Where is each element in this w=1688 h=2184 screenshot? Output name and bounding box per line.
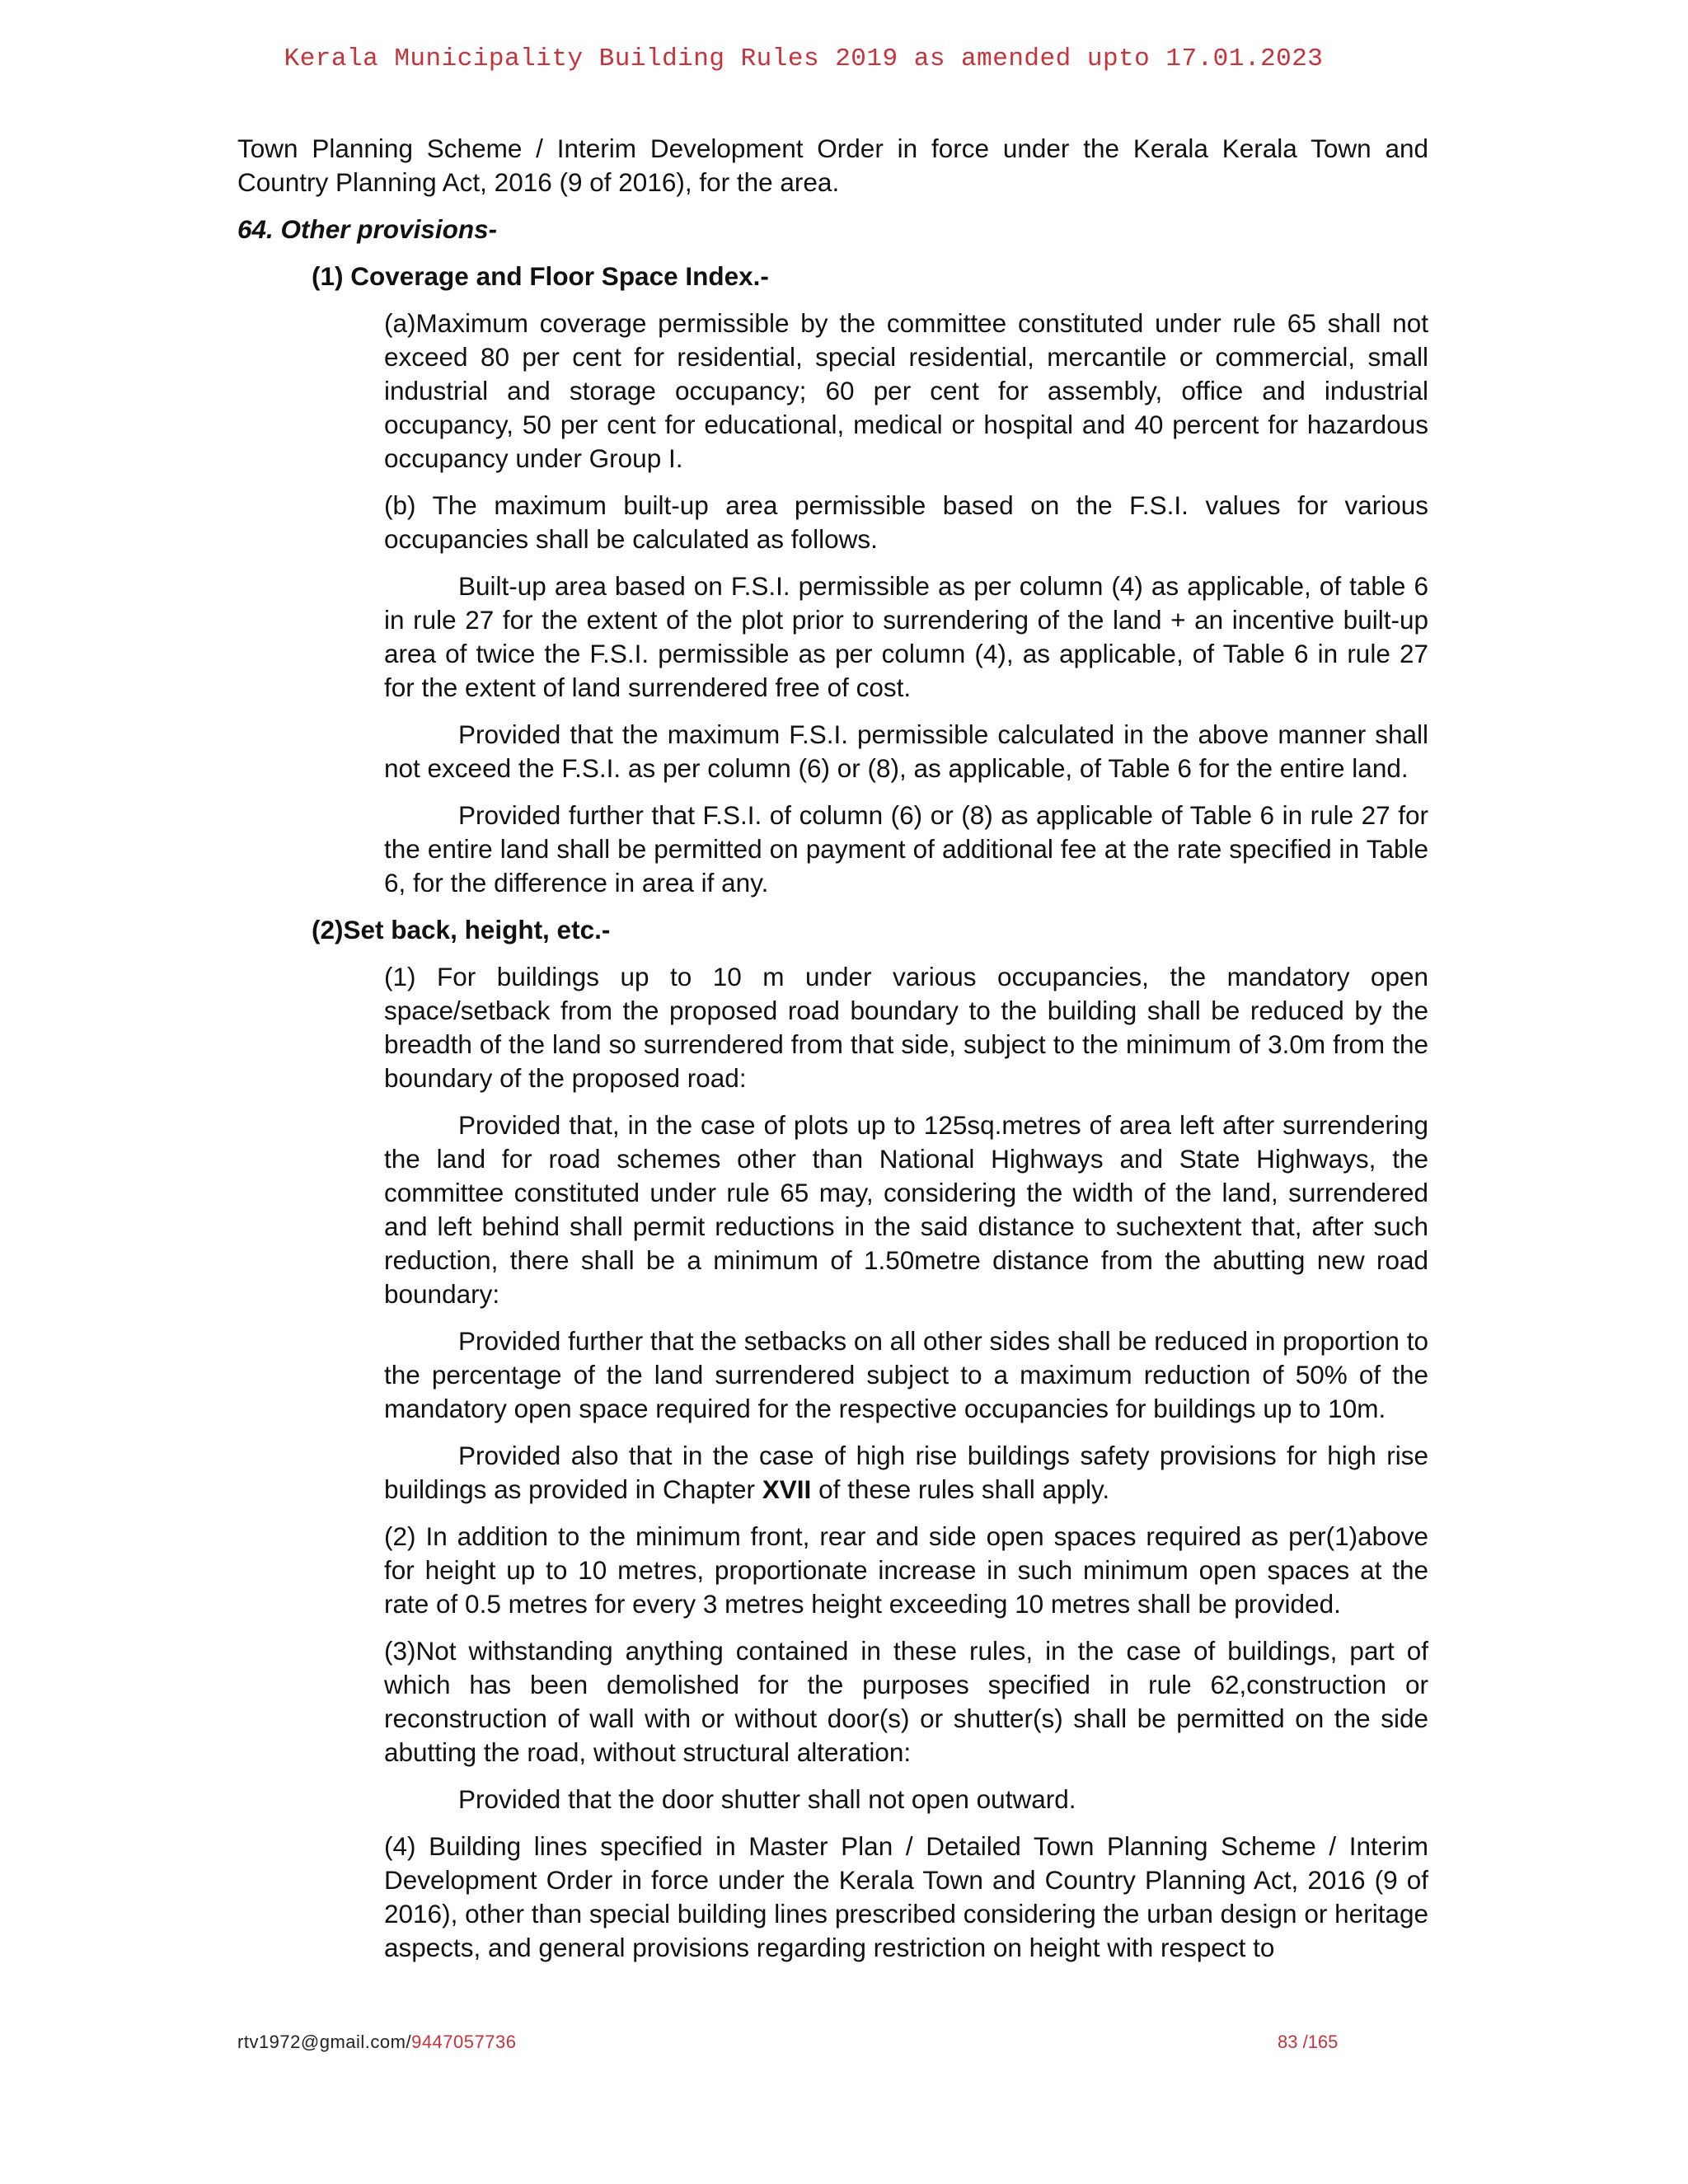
clause-1b-formula: Built-up area based on F.S.I. permissible as per column (4) as applicable, of table 6 in rule 27 for the extent of the plot prior to surrendering of the land + an incentive built-up area of twice the F.S.I. permissible as per column (4), as applicable, of Table 6 in rule 27 for the extent of land surrendered free of cost. [384, 571, 1428, 702]
clause-2-4: (4) Building lines specified in Master Plan / Detailed Town Planning Scheme / Interim Development Order in force under the Kerala Town and Country Planning Act, 2016 (9 of 2016), other than special building lines prescribed considering the urban design or heritage aspects, and general provisions regarding restriction on height with respect to [384, 1831, 1428, 1962]
clause-2-2: (2) In addition to the minimum front, rear and side open spaces required as per(1)above for height up to 10 metres, proportionate increase in such minimum open spaces at the rate of 0.5 metres for every 3 metres height exceeding 10 metres shall be provided. [384, 1521, 1428, 1619]
clause-2-1-proviso-3 [384, 1439, 1428, 1507]
subsection-setback-title: (2)Set back, height, etc.- [312, 915, 611, 944]
footer-contact [237, 2032, 516, 2053]
clause-1b: (b) The maximum built-up area permissible based on the F.S.I. values for various occupancies shall be calculated as follows. [384, 490, 1428, 554]
page-number: 83 /165 [1278, 2032, 1339, 2052]
intro-paragraph: Town Planning Scheme / Interim Development Order in force under the Kerala Kerala Town and Country Planning Act, 2016 (9 of 2016), for the area. [237, 134, 1428, 197]
clause-2-3: (3)Not withstanding anything contained in these rules, in the case of buildings, part of which has been demolished for the purposes specified in rule 62,construction or reconstruction of wall with or without door(s) or shutter(s) shall be permitted on the side abutting the road, without structural alteration: [384, 1636, 1428, 1767]
clause-1-proviso-2: Provided further that F.S.I. of column (6) or (8) as applicable of Table 6 in rule 27 for the entire land shall be permitted on payment of additional fee at the rate specified in Table 6, for the difference in area if any. [384, 800, 1428, 898]
subsection-coverage-title: (1) Coverage and Floor Space Index.- [312, 261, 769, 291]
clause-2-1: (1) For buildings up to 10 m under various occupancies, the mandatory open space/setback from the proposed road boundary to the building shall be reduced by the breadth of the land so surrendered from that side, subject to the minimum of 3.0m from the boundary of the proposed road: [384, 962, 1428, 1093]
section-title: 64. Other provisions- [237, 214, 498, 244]
proviso-3-text-start: Provided also that in the case of high rise buildings safety provisions for high rise buildings as provided in Chapter [384, 1441, 1428, 1504]
footer-phone: 9447057736 [411, 2032, 517, 2052]
clause-2-1-proviso-1: Provided that, in the case of plots up to 125sq.metres of area left after surrendering the land for road schemes other than National Highways and State Highways, the committee constituted under rule 65 may, considering the width of the land, surrendered and left behind shall permit reductions in the said distance to suchextent that, after such reduction, there shall be a minimum of 1.50metre distance from the abutting new road boundary: [384, 1110, 1428, 1309]
chapter-number: XVII [762, 1474, 812, 1504]
proviso-3-text-end: of these rules shall apply. [811, 1474, 1110, 1504]
clause-1-proviso-1: Provided that the maximum F.S.I. permissible calculated in the above manner shall not exceed the F.S.I. as per column (6) or (8), as applicable, of Table 6 for the entire land. [384, 719, 1428, 783]
document-body [237, 132, 1428, 1978]
clause-2-3-proviso: Provided that the door shutter shall not open outward. [458, 1784, 1076, 1814]
clause-2-1-proviso-2: Provided further that the setbacks on all other sides shall be reduced in proportion to the percentage of the land surrendered subject to a maximum reduction of 50% of the mandatory open space required for the respective occupancies for buildings up to 10m. [384, 1326, 1428, 1423]
footer-email: rtv1972@gmail.com/ [237, 2032, 412, 2052]
clause-1a: (a)Maximum coverage permissible by the committee constituted under rule 65 shall not exceed 80 per cent for residential, special residential, mercantile or commercial, small industrial and storage occupancy; 60 per cent for assembly, office and industrial occupancy, 50 per cent for educational, medical or hospital and 40 percent for hazardous occupancy under Group I. [384, 308, 1428, 473]
running-header: Kerala Municipality Building Rules 2019 as amended upto 17.01.2023 [284, 45, 1324, 73]
